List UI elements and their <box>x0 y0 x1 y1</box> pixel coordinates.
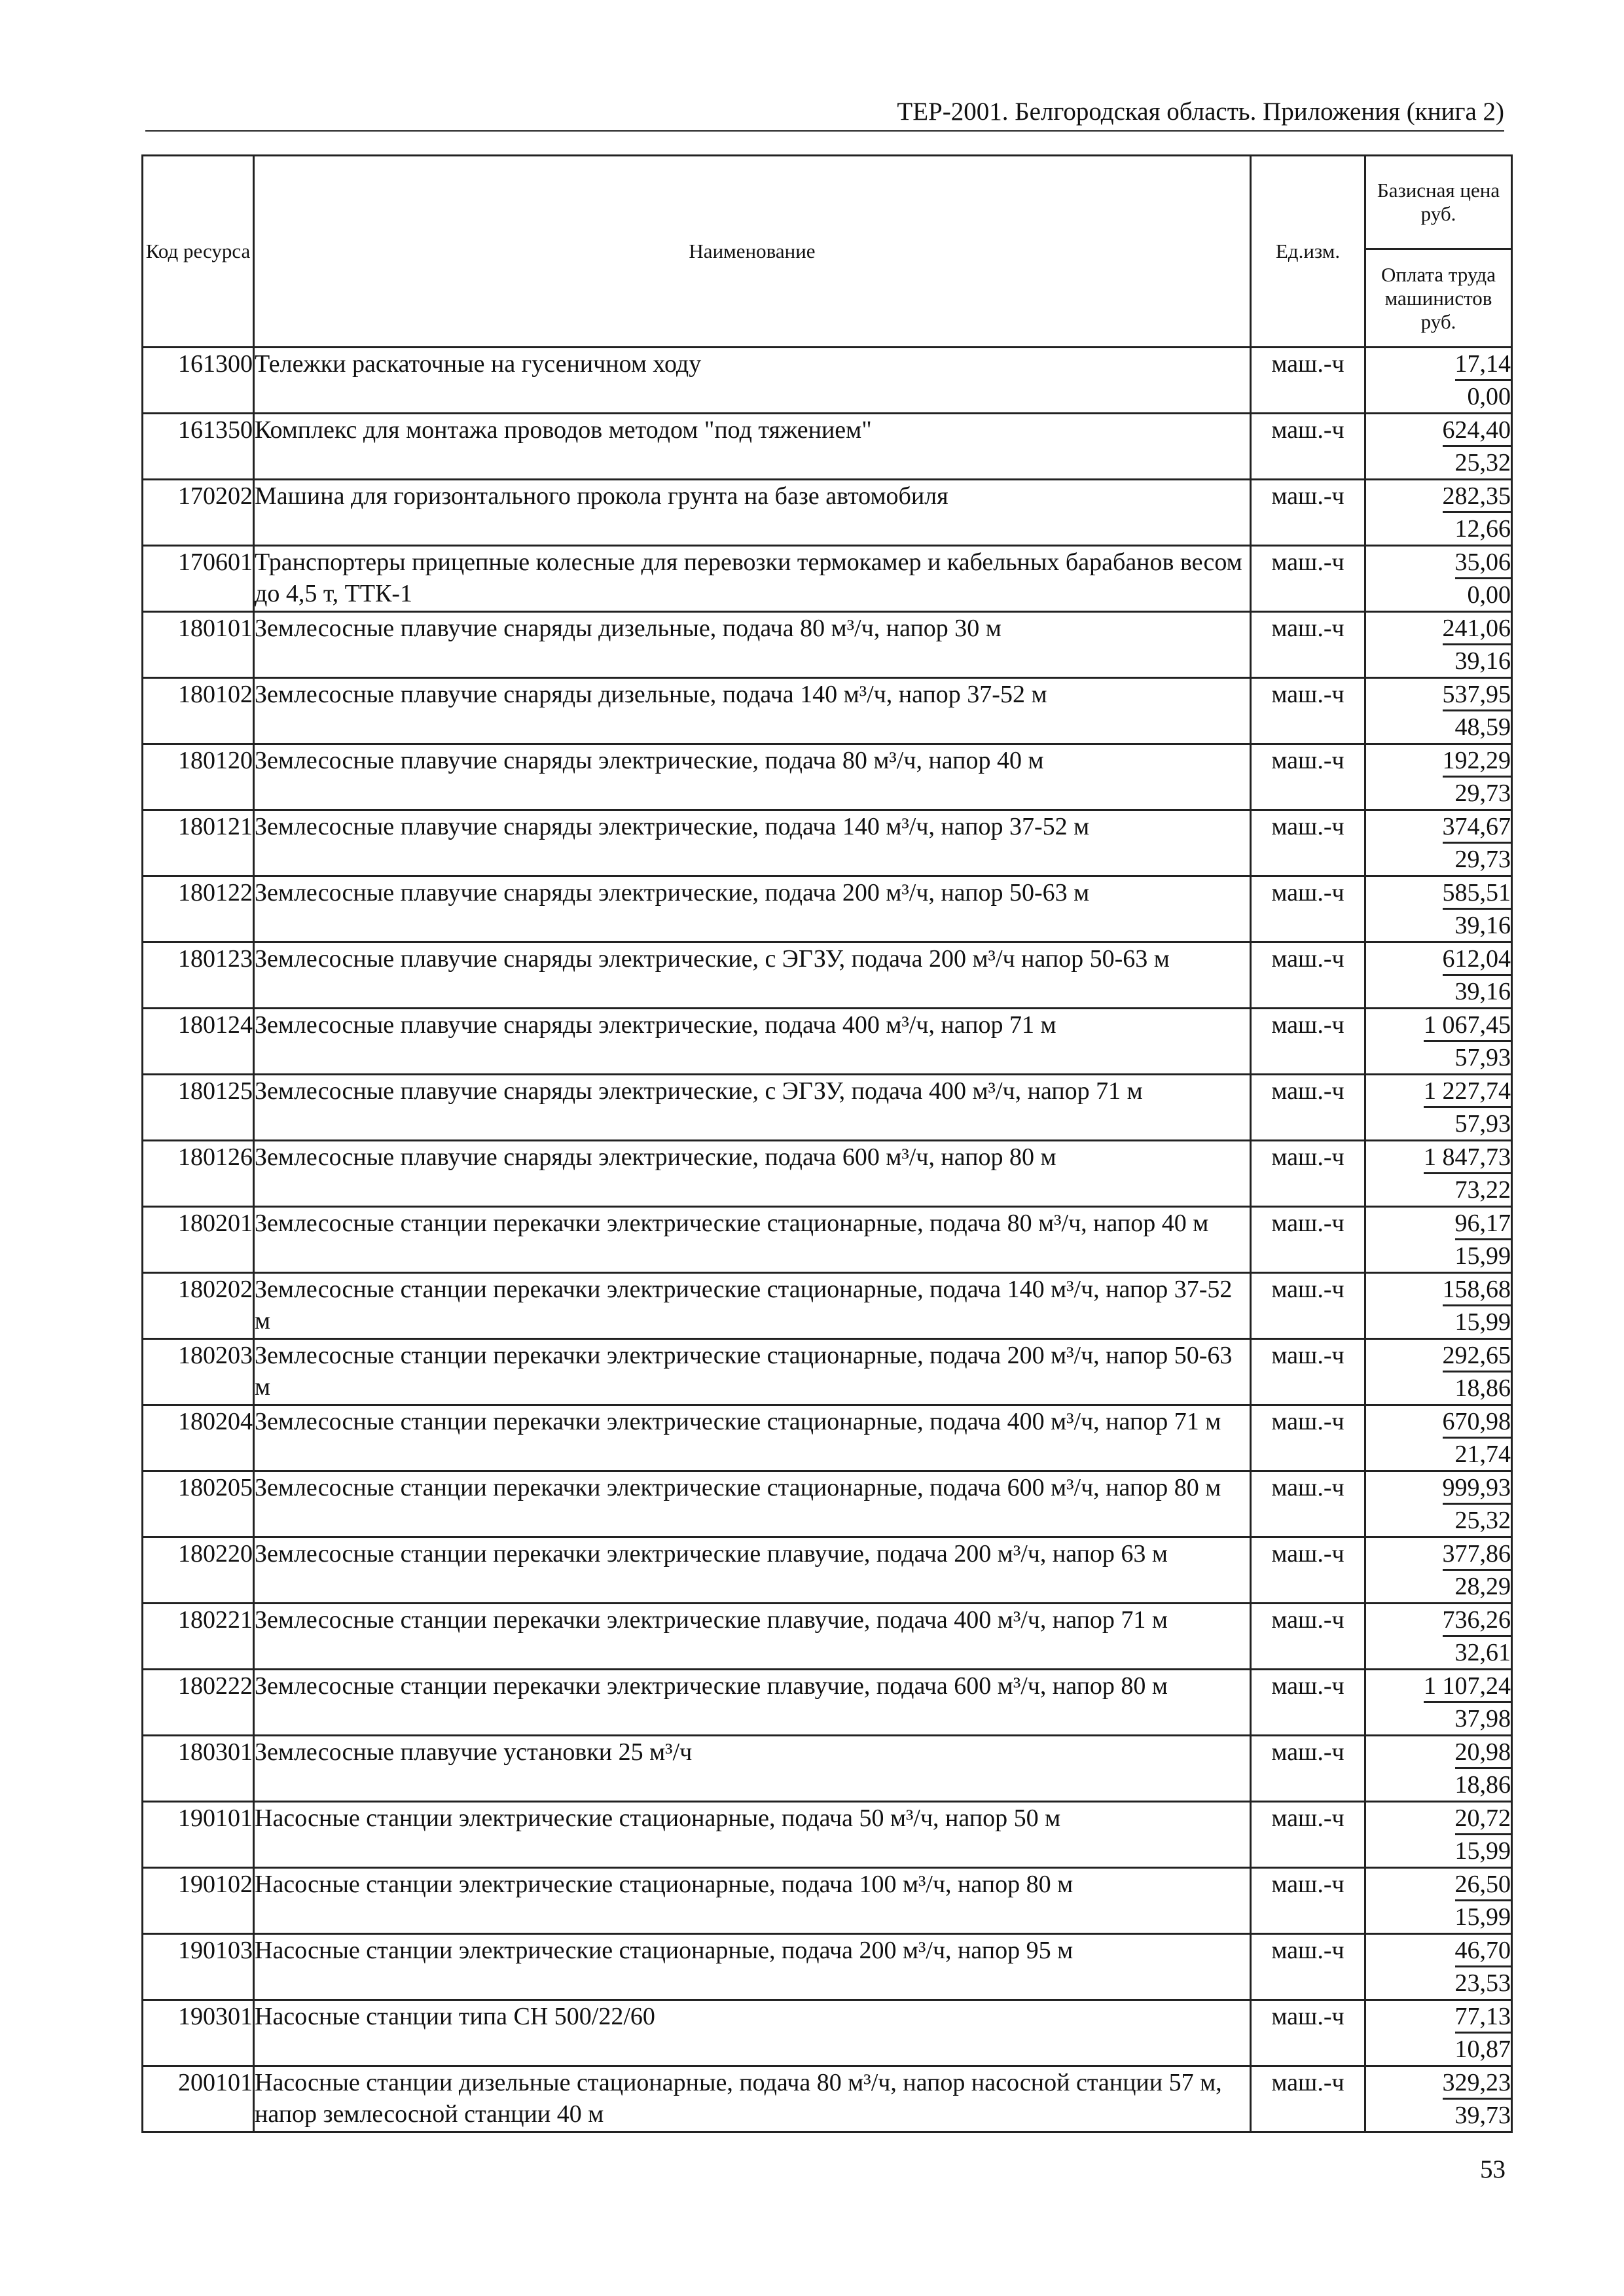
operator-pay: 73,22 <box>1454 1176 1511 1204</box>
operator-pay: 15,99 <box>1454 1308 1511 1336</box>
table-row <box>143 1207 1512 1273</box>
operator-pay: 48,59 <box>1454 713 1511 741</box>
column-header-unit: Ед.изм. <box>1251 156 1365 348</box>
table-row <box>143 1471 1512 1537</box>
operator-pay: 39,16 <box>1454 978 1511 1005</box>
table-row <box>143 942 1512 1009</box>
price-cell <box>1365 612 1512 678</box>
resource-unit: маш.-ч <box>1251 678 1365 744</box>
operator-pay: 15,99 <box>1454 1242 1511 1270</box>
base-price: 20,98 <box>1455 1738 1511 1769</box>
price-cell <box>1365 876 1512 942</box>
base-price: 96,17 <box>1455 1209 1511 1240</box>
resource-code: 180221 <box>143 1604 254 1670</box>
resource-unit: маш.-ч <box>1251 876 1365 942</box>
price-cell <box>1365 678 1512 744</box>
resource-code: 180301 <box>143 1736 254 1802</box>
table-row <box>143 1075 1512 1141</box>
operator-pay: 10,87 <box>1454 2036 1511 2063</box>
running-header: ТЕР-2001. Белгородская область. Приложения (книга 2) <box>897 98 1504 126</box>
resource-unit: маш.-ч <box>1251 2066 1365 2132</box>
column-header-code: Код ресурса <box>143 156 254 348</box>
operator-pay: 29,73 <box>1454 846 1511 873</box>
resource-name: Землесосные плавучие снаряды электрические, подача 140 м³/ч, напор 37-52 м <box>254 810 1251 876</box>
resource-code: 180205 <box>143 1471 254 1537</box>
resource-name: Землесосные станции перекачки электрические стационарные, подача 140 м³/ч, напор 37-52 м <box>254 1273 1251 1339</box>
operator-pay: 23,53 <box>1454 1969 1511 1997</box>
resource-name: Землесосные плавучие снаряды электрические, с ЭГЗУ, подача 200 м³/ч напор 50-63 м <box>254 942 1251 1009</box>
resource-name: Насосные станции дизельные стационарные, подача 80 м³/ч, напор насосной станции 57 м, напор землесосной станции 40 м <box>254 2066 1251 2132</box>
resource-unit: маш.-ч <box>1251 1934 1365 2000</box>
resource-unit: маш.-ч <box>1251 1670 1365 1736</box>
resource-unit: маш.-ч <box>1251 744 1365 810</box>
resource-name: Тележки раскаточные на гусеничном ходу <box>254 348 1251 414</box>
price-cell <box>1365 744 1512 810</box>
price-cell <box>1365 1670 1512 1736</box>
price-cell <box>1365 1009 1512 1075</box>
operator-pay: 39,73 <box>1454 2102 1511 2129</box>
resource-unit: маш.-ч <box>1251 546 1365 612</box>
resource-code: 180122 <box>143 876 254 942</box>
resource-code: 161300 <box>143 348 254 414</box>
operator-pay: 29,73 <box>1454 780 1511 807</box>
base-price: 585,51 <box>1443 878 1511 910</box>
price-cell <box>1365 480 1512 546</box>
table-row <box>143 1141 1512 1207</box>
operator-pay: 37,98 <box>1454 1705 1511 1732</box>
table-row <box>143 1868 1512 1934</box>
resource-code: 190102 <box>143 1868 254 1934</box>
resource-unit: маш.-ч <box>1251 942 1365 1009</box>
column-header-operator-pay: Оплата труда машинистов руб. <box>1365 249 1512 348</box>
resource-code: 180125 <box>143 1075 254 1141</box>
resource-name: Землесосные плавучие снаряды дизельные, подача 80 м³/ч, напор 30 м <box>254 612 1251 678</box>
table-row <box>143 612 1512 678</box>
resource-name: Землесосные плавучие снаряды дизельные, подача 140 м³/ч, напор 37-52 м <box>254 678 1251 744</box>
table-row <box>143 678 1512 744</box>
base-price: 1 107,24 <box>1424 1672 1511 1703</box>
operator-pay: 12,66 <box>1454 515 1511 543</box>
price-cell <box>1365 942 1512 1009</box>
resource-code: 190103 <box>143 1934 254 2000</box>
resource-name: Насосные станции типа СН 500/22/60 <box>254 2000 1251 2066</box>
resource-code: 180204 <box>143 1405 254 1471</box>
operator-pay: 0,00 <box>1467 383 1511 410</box>
table-row <box>143 744 1512 810</box>
table-row <box>143 1802 1512 1868</box>
resource-code: 180220 <box>143 1537 254 1604</box>
table-row <box>143 1339 1512 1405</box>
resource-name: Землесосные плавучие снаряды электрические, подача 80 м³/ч, напор 40 м <box>254 744 1251 810</box>
resource-name: Землесосные станции перекачки электрические стационарные, подача 600 м³/ч, напор 80 м <box>254 1471 1251 1537</box>
resource-code: 200101 <box>143 2066 254 2132</box>
operator-pay: 28,29 <box>1454 1573 1511 1600</box>
header-rule <box>145 130 1504 132</box>
resource-unit: маш.-ч <box>1251 1537 1365 1604</box>
base-price: 17,14 <box>1455 350 1511 381</box>
operator-pay: 25,32 <box>1454 449 1511 476</box>
table-row <box>143 1405 1512 1471</box>
resource-unit: маш.-ч <box>1251 1339 1365 1405</box>
base-price: 612,04 <box>1443 944 1511 976</box>
resource-code: 180222 <box>143 1670 254 1736</box>
resource-name: Землесосные станции перекачки электрические стационарные, подача 80 м³/ч, напор 40 м <box>254 1207 1251 1273</box>
resource-name: Комплекс для монтажа проводов методом "под тяжением" <box>254 414 1251 480</box>
price-cell <box>1365 2000 1512 2066</box>
base-price: 26,50 <box>1455 1870 1511 1901</box>
price-cell <box>1365 1802 1512 1868</box>
base-price: 999,93 <box>1443 1473 1511 1505</box>
resource-name: Землесосные плавучие снаряды электрические, подача 400 м³/ч, напор 71 м <box>254 1009 1251 1075</box>
resource-code: 161350 <box>143 414 254 480</box>
price-cell <box>1365 1207 1512 1273</box>
resource-name: Землесосные плавучие снаряды электрические, с ЭГЗУ, подача 400 м³/ч, напор 71 м <box>254 1075 1251 1141</box>
resource-name: Насосные станции электрические стационарные, подача 100 м³/ч, напор 80 м <box>254 1868 1251 1934</box>
resource-unit: маш.-ч <box>1251 480 1365 546</box>
column-header-name: Наименование <box>254 156 1251 348</box>
base-price: 329,23 <box>1443 2068 1511 2100</box>
table-row <box>143 480 1512 546</box>
operator-pay: 57,93 <box>1454 1110 1511 1138</box>
resource-unit: маш.-ч <box>1251 414 1365 480</box>
price-cell <box>1365 1405 1512 1471</box>
base-price: 1 067,45 <box>1424 1011 1511 1042</box>
table-row <box>143 1934 1512 2000</box>
resource-unit: маш.-ч <box>1251 1471 1365 1537</box>
table-row <box>143 1009 1512 1075</box>
price-cell <box>1365 1273 1512 1339</box>
base-price: 20,72 <box>1455 1804 1511 1835</box>
resource-code: 180201 <box>143 1207 254 1273</box>
resource-unit: маш.-ч <box>1251 1604 1365 1670</box>
resource-name: Землесосные плавучие снаряды электрические, подача 600 м³/ч, напор 80 м <box>254 1141 1251 1207</box>
resource-unit: маш.-ч <box>1251 1207 1365 1273</box>
resource-name: Машина для горизонтального прокола грунта на базе автомобиля <box>254 480 1251 546</box>
base-price: 241,06 <box>1443 614 1511 645</box>
table-row <box>143 348 1512 414</box>
base-price: 377,86 <box>1443 1539 1511 1571</box>
operator-pay: 18,86 <box>1454 1374 1511 1402</box>
price-cell <box>1365 2066 1512 2132</box>
base-price: 537,95 <box>1443 680 1511 711</box>
resource-name: Транспортеры прицепные колесные для перевозки термокамер и кабельных барабанов весом до 4,5 т, ТТК-1 <box>254 546 1251 612</box>
base-price: 292,65 <box>1443 1341 1511 1372</box>
resource-table <box>141 154 1513 2133</box>
resource-name: Землесосные станции перекачки электрические стационарные, подача 400 м³/ч, напор 71 м <box>254 1405 1251 1471</box>
resource-unit: маш.-ч <box>1251 1273 1365 1339</box>
operator-pay: 21,74 <box>1454 1441 1511 1468</box>
price-cell <box>1365 1537 1512 1604</box>
base-price: 192,29 <box>1443 746 1511 778</box>
price-cell <box>1365 348 1512 414</box>
operator-pay: 39,16 <box>1454 912 1511 939</box>
resource-unit: маш.-ч <box>1251 348 1365 414</box>
table-row <box>143 1736 1512 1802</box>
resource-unit: маш.-ч <box>1251 1405 1365 1471</box>
operator-pay: 57,93 <box>1454 1044 1511 1071</box>
operator-pay: 15,99 <box>1454 1903 1511 1931</box>
table-row <box>143 546 1512 612</box>
operator-pay: 0,00 <box>1467 581 1511 609</box>
resource-code: 180202 <box>143 1273 254 1339</box>
price-cell <box>1365 1934 1512 2000</box>
resource-name: Землесосные плавучие снаряды электрические, подача 200 м³/ч, напор 50-63 м <box>254 876 1251 942</box>
resource-code: 180120 <box>143 744 254 810</box>
base-price: 670,98 <box>1443 1407 1511 1439</box>
resource-unit: маш.-ч <box>1251 612 1365 678</box>
operator-pay: 15,99 <box>1454 1837 1511 1865</box>
resource-code: 170601 <box>143 546 254 612</box>
base-price: 1 227,74 <box>1424 1077 1511 1108</box>
table-row <box>143 414 1512 480</box>
resource-code: 180123 <box>143 942 254 1009</box>
resource-unit: маш.-ч <box>1251 2000 1365 2066</box>
resource-unit: маш.-ч <box>1251 1868 1365 1934</box>
base-price: 46,70 <box>1455 1936 1511 1967</box>
operator-pay: 32,61 <box>1454 1639 1511 1666</box>
resource-code: 180121 <box>143 810 254 876</box>
resource-unit: маш.-ч <box>1251 1075 1365 1141</box>
resource-name: Землесосные станции перекачки электрические плавучие, подача 600 м³/ч, напор 80 м <box>254 1670 1251 1736</box>
operator-pay: 39,16 <box>1454 647 1511 675</box>
resource-unit: маш.-ч <box>1251 1009 1365 1075</box>
resource-name: Землесосные станции перекачки электрические стационарные, подача 200 м³/ч, напор 50-63 м <box>254 1339 1251 1405</box>
resource-unit: маш.-ч <box>1251 1141 1365 1207</box>
table-row <box>143 1273 1512 1339</box>
price-cell <box>1365 1604 1512 1670</box>
price-cell <box>1365 810 1512 876</box>
price-cell <box>1365 1075 1512 1141</box>
base-price: 282,35 <box>1443 482 1511 513</box>
price-cell <box>1365 1339 1512 1405</box>
base-price: 736,26 <box>1443 1605 1511 1637</box>
price-cell <box>1365 1471 1512 1537</box>
resource-name: Землесосные плавучие установки 25 м³/ч <box>254 1736 1251 1802</box>
resource-name: Насосные станции электрические стационарные, подача 50 м³/ч, напор 50 м <box>254 1802 1251 1868</box>
base-price: 374,67 <box>1443 812 1511 844</box>
table-body <box>143 348 1512 2132</box>
column-header-base-price: Базисная цена руб. <box>1365 156 1512 249</box>
resource-unit: маш.-ч <box>1251 1802 1365 1868</box>
resource-unit: маш.-ч <box>1251 1736 1365 1802</box>
resource-unit: маш.-ч <box>1251 810 1365 876</box>
table-row <box>143 810 1512 876</box>
price-cell <box>1365 1736 1512 1802</box>
resource-name: Насосные станции электрические стационарные, подача 200 м³/ч, напор 95 м <box>254 1934 1251 2000</box>
resource-code: 190301 <box>143 2000 254 2066</box>
base-price: 77,13 <box>1455 2002 1511 2034</box>
price-cell <box>1365 1868 1512 1934</box>
base-price: 158,68 <box>1443 1275 1511 1306</box>
resource-code: 190101 <box>143 1802 254 1868</box>
page-number: 53 <box>1480 2155 1506 2183</box>
table-row <box>143 2066 1512 2132</box>
base-price: 1 847,73 <box>1424 1143 1511 1174</box>
price-cell <box>1365 1141 1512 1207</box>
base-price: 35,06 <box>1455 548 1511 579</box>
table-row <box>143 1537 1512 1604</box>
table-row <box>143 1670 1512 1736</box>
resource-code: 180124 <box>143 1009 254 1075</box>
price-cell <box>1365 414 1512 480</box>
table-row <box>143 876 1512 942</box>
resource-code: 180126 <box>143 1141 254 1207</box>
resource-name: Землесосные станции перекачки электрические плавучие, подача 400 м³/ч, напор 71 м <box>254 1604 1251 1670</box>
resource-code: 180101 <box>143 612 254 678</box>
resource-code: 170202 <box>143 480 254 546</box>
base-price: 624,40 <box>1443 416 1511 447</box>
table-row <box>143 2000 1512 2066</box>
resource-code: 180102 <box>143 678 254 744</box>
resource-name: Землесосные станции перекачки электрические плавучие, подача 200 м³/ч, напор 63 м <box>254 1537 1251 1604</box>
resource-code: 180203 <box>143 1339 254 1405</box>
operator-pay: 18,86 <box>1454 1771 1511 1799</box>
price-cell <box>1365 546 1512 612</box>
operator-pay: 25,32 <box>1454 1507 1511 1534</box>
table-row <box>143 1604 1512 1670</box>
